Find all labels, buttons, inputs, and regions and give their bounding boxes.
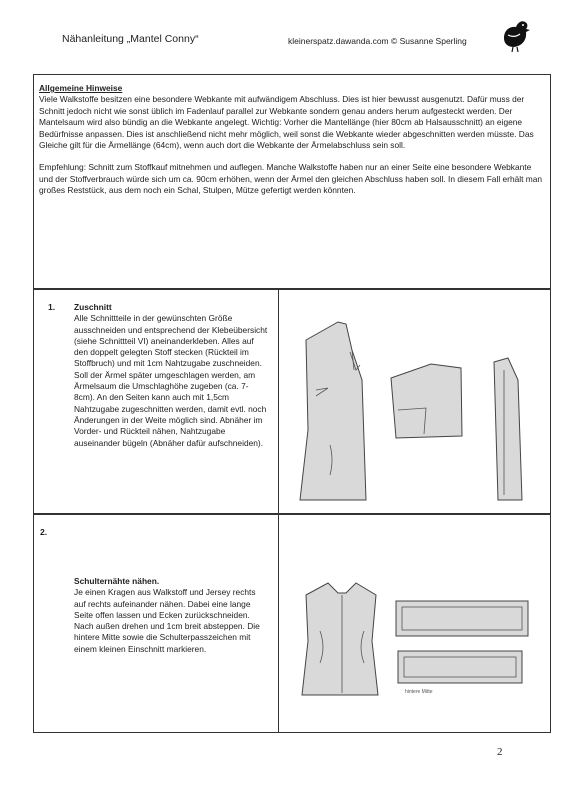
step-title: Schulternähte nähen. [74, 576, 160, 586]
step-1-instructions [74, 302, 269, 449]
shop-credit: kleinerspatz.dawanda.com © Susanne Sperling [288, 36, 467, 46]
step-title: Zuschnitt [74, 302, 112, 312]
step-1-row [33, 289, 551, 514]
general-notes-box [33, 74, 551, 289]
general-notes-recommendation: Empfehlung: Schnitt zum Stoffkauf mitnehmen und auflegen. Manche Walkstoffe haben nur an einer Seite eine besondere Webkante und der Stoffverbrauch würde sich um ca. 90cm erhöhen, wenn der Ärmel den gleichen Abschluss haben soll. In diesem Fall erhält man großes Reststück, aus dem noch ein Schal, Stulpen, Mütze gefertigt werden könnten. [39, 162, 543, 196]
shoulder-seam-photo [286, 565, 548, 725]
step-text: Alle Schnittteile in der gewünschten Größe ausschneiden und entsprechend der Klebeübersicht (siehe Schnittteil VI) aneinanderkleben. Alles auf den doppelt gelegten Stoff stecken (Rückteil im Stoffbruch) und mit 1cm Nahtzugabe zuschneiden. Soll der Ärmel später umgeschlagen werden, am Ärmelsaum die Umschlaghöhe zugeben (ca. 7-8cm). An den Seiten kann auch mit 1,5cm Nahtzugabe zugeschnitten werden, damit evtl. noch Änderungen in der Weite möglich sind. Abnäher im Vorder- und Rückteil nähen, Nahtzugabe auseinander bügeln (Abnäher dafür aufschneiden). [74, 313, 268, 448]
bird-icon [498, 18, 532, 54]
column-divider [278, 515, 279, 732]
photo-caption: hintere Mitte [405, 689, 433, 695]
document-title: Nähanleitung „Mantel Conny“ [62, 33, 199, 45]
cut-pattern-photo [286, 310, 546, 505]
column-divider [278, 290, 279, 513]
step-text: Je einen Kragen aus Walkstoff und Jersey rechts auf rechts aufeinander nähen. Dabei eine lange Seite offen lassen und Ecken zurückschneiden. Nach außen drehen und 1cm breit absteppen. Die hintere Mitte sowie die Schulterpasszeichen mit einem kleinen Einschnitt markieren. [74, 587, 260, 654]
step-number: 1. [48, 302, 56, 312]
general-notes-title: Allgemeine Hinweise [39, 83, 123, 93]
step-2-instructions [74, 576, 269, 655]
general-notes [39, 83, 547, 197]
page-number: 2 [497, 746, 503, 758]
step-2-row [33, 514, 551, 733]
step-number: 2. [40, 527, 48, 537]
general-notes-paragraph: Viele Walkstoffe besitzen eine besondere Webkante mit aufwändigem Abschluss. Dies ist hier bewusst ausgenutzt. Dafür muss der Schnitt jedoch nicht wie sonst üblich im Fadenlauf parallel zur Webkante sondern genau anders herum aufgesteckt werden. Der Mantelsaum wird also bündig an die Webkante angelegt. Wichtig: Vorher die Mantellänge (hier 80cm ab Halsausschnitt) an eigene Bedürfnisse anpassen. Dies ist anschließend nicht mehr möglich, weil sonst die Webkante wieder abgeschnitten werden müsste. Das Gleiche gilt für die Ärmellänge (64cm), wenn auch dort die Webkante der Ärmelabschluss sein soll. [39, 94, 534, 151]
